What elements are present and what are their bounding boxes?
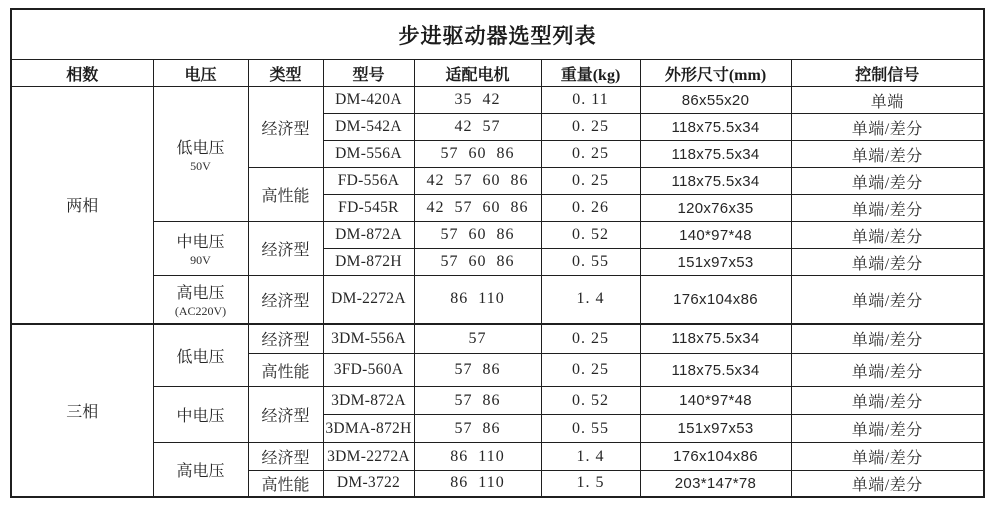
voltage-label: 低电压 bbox=[176, 139, 225, 157]
col-header-phase: 相数 bbox=[11, 60, 153, 87]
weight-cell: 0. 52 bbox=[541, 222, 640, 249]
signal-cell: 单端/差分 bbox=[791, 195, 984, 222]
size-cell: 118x75.5x34 bbox=[640, 354, 791, 387]
motor-cell: 35 42 bbox=[414, 87, 541, 114]
motor-cell: 86 110 bbox=[414, 443, 541, 471]
driver-selection-table bbox=[10, 8, 985, 498]
size-cell: 86x55x20 bbox=[640, 87, 791, 114]
size-cell: 176x104x86 bbox=[640, 276, 791, 324]
size-cell: 118x75.5x34 bbox=[640, 324, 791, 354]
type-cell: 高性能 bbox=[248, 471, 323, 497]
weight-cell: 0. 25 bbox=[541, 354, 640, 387]
motor-cell: 42 57 60 86 bbox=[414, 195, 541, 222]
title-row bbox=[11, 9, 984, 60]
model-cell: 3DM-872A bbox=[323, 387, 414, 415]
type-cell: 经济型 bbox=[248, 222, 323, 276]
weight-cell: 0. 25 bbox=[541, 141, 640, 168]
type-cell: 高性能 bbox=[248, 354, 323, 387]
type-cell: 经济型 bbox=[248, 443, 323, 471]
table-row bbox=[11, 324, 984, 354]
voltage-cell bbox=[153, 222, 248, 276]
type-cell: 高性能 bbox=[248, 168, 323, 222]
signal-cell: 单端 bbox=[791, 87, 984, 114]
size-cell: 118x75.5x34 bbox=[640, 141, 791, 168]
weight-cell: 1. 5 bbox=[541, 471, 640, 497]
motor-cell: 42 57 60 86 bbox=[414, 168, 541, 195]
voltage-sub-label: (AC220V) bbox=[174, 303, 227, 318]
model-cell: DM-872H bbox=[323, 249, 414, 276]
signal-cell: 单端/差分 bbox=[791, 168, 984, 195]
col-header-signal: 控制信号 bbox=[791, 60, 984, 87]
col-header-voltage: 电压 bbox=[153, 60, 248, 87]
voltage-label: 高电压 bbox=[176, 284, 225, 302]
signal-cell: 单端/差分 bbox=[791, 114, 984, 141]
type-cell: 经济型 bbox=[248, 87, 323, 168]
col-header-size: 外形尺寸(mm) bbox=[640, 60, 791, 87]
motor-cell: 42 57 bbox=[414, 114, 541, 141]
model-cell: FD-556A bbox=[323, 168, 414, 195]
size-cell: 151x97x53 bbox=[640, 249, 791, 276]
model-cell: FD-545R bbox=[323, 195, 414, 222]
voltage-sub-label: 90V bbox=[190, 253, 211, 267]
weight-cell: 0. 11 bbox=[541, 87, 640, 114]
table-row bbox=[11, 222, 984, 249]
size-cell: 203*147*78 bbox=[640, 471, 791, 497]
voltage-cell bbox=[153, 87, 248, 222]
size-cell: 140*97*48 bbox=[640, 387, 791, 415]
voltage-cell: 高电压 bbox=[153, 443, 248, 497]
signal-cell: 单端/差分 bbox=[791, 415, 984, 443]
size-cell: 176x104x86 bbox=[640, 443, 791, 471]
weight-cell: 0. 52 bbox=[541, 387, 640, 415]
size-cell: 118x75.5x34 bbox=[640, 114, 791, 141]
voltage-cell: 低电压 bbox=[153, 324, 248, 387]
weight-cell: 1. 4 bbox=[541, 443, 640, 471]
model-cell: 3FD-560A bbox=[323, 354, 414, 387]
motor-cell: 57 86 bbox=[414, 415, 541, 443]
model-cell: DM-556A bbox=[323, 141, 414, 168]
signal-cell: 单端/差分 bbox=[791, 276, 984, 324]
weight-cell: 0. 26 bbox=[541, 195, 640, 222]
model-cell: 3DM-2272A bbox=[323, 443, 414, 471]
motor-cell: 57 86 bbox=[414, 387, 541, 415]
type-cell: 经济型 bbox=[248, 324, 323, 354]
column-header-row bbox=[11, 60, 984, 87]
motor-cell: 57 60 86 bbox=[414, 222, 541, 249]
type-cell: 经济型 bbox=[248, 387, 323, 443]
signal-cell: 单端/差分 bbox=[791, 249, 984, 276]
table-row bbox=[11, 276, 984, 324]
motor-cell: 86 110 bbox=[414, 471, 541, 497]
signal-cell: 单端/差分 bbox=[791, 354, 984, 387]
motor-cell: 86 110 bbox=[414, 276, 541, 324]
table-row bbox=[11, 387, 984, 415]
model-cell: DM-2272A bbox=[323, 276, 414, 324]
phase-cell: 三相 bbox=[11, 324, 153, 497]
size-cell: 118x75.5x34 bbox=[640, 168, 791, 195]
voltage-sub-label: 50V bbox=[190, 158, 211, 173]
type-cell: 经济型 bbox=[248, 276, 323, 324]
weight-cell: 1. 4 bbox=[541, 276, 640, 324]
size-cell: 151x97x53 bbox=[640, 415, 791, 443]
model-cell: DM-872A bbox=[323, 222, 414, 249]
motor-cell: 57 bbox=[414, 324, 541, 354]
page-title: 步进驱动器选型列表 bbox=[11, 9, 984, 60]
table-row bbox=[11, 443, 984, 471]
signal-cell: 单端/差分 bbox=[791, 471, 984, 497]
model-cell: DM-542A bbox=[323, 114, 414, 141]
size-cell: 120x76x35 bbox=[640, 195, 791, 222]
motor-cell: 57 86 bbox=[414, 354, 541, 387]
voltage-cell: 中电压 bbox=[153, 387, 248, 443]
model-cell: 3DM-556A bbox=[323, 324, 414, 354]
voltage-cell bbox=[153, 276, 248, 324]
phase-cell: 两相 bbox=[11, 87, 153, 324]
model-cell: DM-420A bbox=[323, 87, 414, 114]
signal-cell: 单端/差分 bbox=[791, 443, 984, 471]
weight-cell: 0. 25 bbox=[541, 114, 640, 141]
signal-cell: 单端/差分 bbox=[791, 324, 984, 354]
motor-cell: 57 60 86 bbox=[414, 141, 541, 168]
weight-cell: 0. 25 bbox=[541, 168, 640, 195]
signal-cell: 单端/差分 bbox=[791, 387, 984, 415]
voltage-label: 中电压 bbox=[176, 234, 225, 251]
col-header-motor: 适配电机 bbox=[414, 60, 541, 87]
weight-cell: 0. 55 bbox=[541, 415, 640, 443]
size-cell: 140*97*48 bbox=[640, 222, 791, 249]
weight-cell: 0. 55 bbox=[541, 249, 640, 276]
model-cell: DM-3722 bbox=[323, 471, 414, 497]
table-row bbox=[11, 87, 984, 114]
col-header-weight: 重量(kg) bbox=[541, 60, 640, 87]
model-cell: 3DMA-872H bbox=[323, 415, 414, 443]
signal-cell: 单端/差分 bbox=[791, 222, 984, 249]
motor-cell: 57 60 86 bbox=[414, 249, 541, 276]
signal-cell: 单端/差分 bbox=[791, 141, 984, 168]
col-header-type: 类型 bbox=[248, 60, 323, 87]
col-header-model: 型号 bbox=[323, 60, 414, 87]
weight-cell: 0. 25 bbox=[541, 324, 640, 354]
